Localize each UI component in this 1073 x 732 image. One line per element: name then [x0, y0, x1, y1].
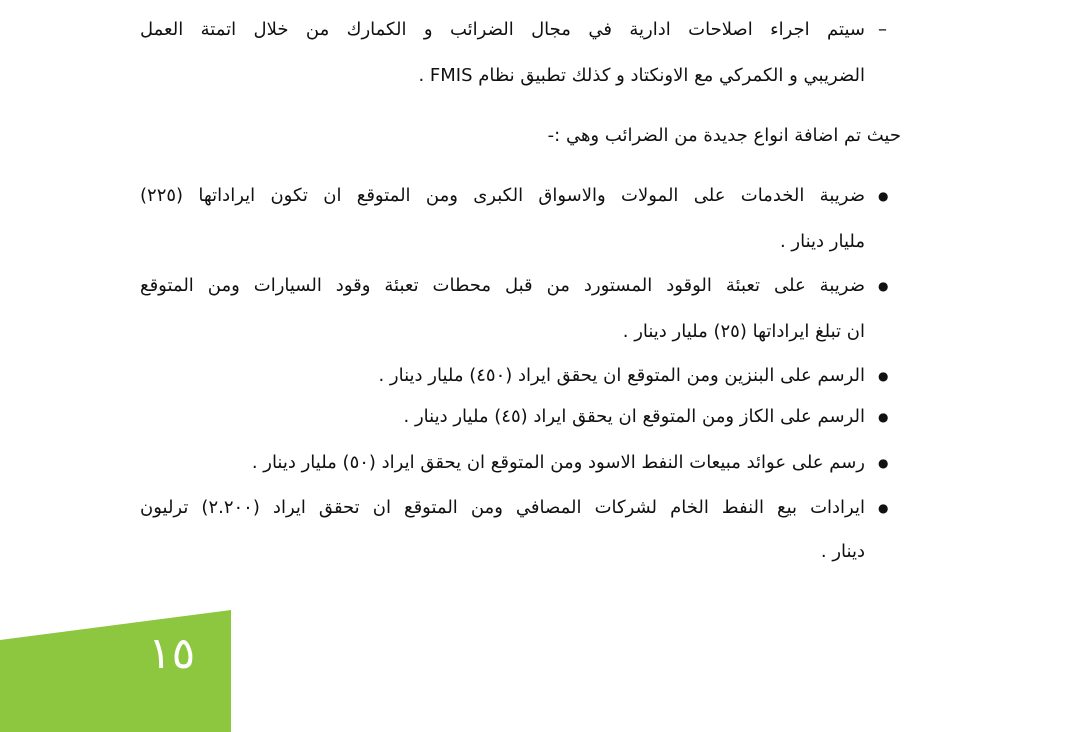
bullet-icon: ●	[878, 456, 889, 470]
bullet-2-line-1: ضريبة على تعبئة الوقود المستورد من قبل محطات تعبئة وقود السيارات ومن المتوقع	[140, 275, 865, 296]
page-number: ١٥	[148, 628, 196, 679]
bullet-icon: ●	[878, 279, 889, 293]
green-trapezoid	[0, 610, 231, 732]
intro-dash: –	[878, 19, 887, 40]
bullet-3-line-1: الرسم على البنزين ومن المتوقع ان يحقق ايراد (٤٥٠) مليار دينار .	[378, 365, 865, 386]
bullet-6-line-2: دينار .	[820, 541, 865, 562]
bullet-icon: ●	[878, 501, 889, 515]
bullet-4-line-1: الرسم على الكاز ومن المتوقع ان يحقق ايراد (٤٥) مليار دينار .	[403, 406, 865, 427]
bullet-6-line-1: ايرادات بيع النفط الخام لشركات المصافي ومن المتوقع ان تحقق ايراد (٢.٢٠٠) ترليون	[140, 497, 866, 518]
bullet-1-line-1: ضريبة الخدمات على المولات والاسواق الكبرى ومن المتوقع ان تكون ايراداتها (٢٢٥)	[140, 185, 865, 206]
bullet-2-line-2: ان تبلغ ايراداتها (٢٥) مليار دينار .	[622, 321, 865, 342]
bullet-icon: ●	[878, 189, 889, 203]
bullet-5-line-1: رسم على عوائد مبيعات النفط الاسود ومن المتوقع ان يحقق ايراد (٥٠) مليار دينار .	[251, 452, 865, 473]
intro-line-1: سيتم اجراء اصلاحات ادارية في مجال الضرائب و الكمارك من خلال اتمتة العمل	[140, 19, 865, 40]
bullet-icon: ●	[878, 369, 889, 383]
bullet-icon: ●	[878, 410, 889, 424]
intro-line-2: الضريبي و الكمركي مع الاونكتاد و كذلك تطبيق نظام FMIS .	[418, 65, 865, 86]
bullet-1-line-2: مليار دينار .	[779, 231, 865, 252]
section-heading: حيث تم اضافة انواع جديدة من الضرائب وهي :-	[547, 125, 901, 146]
